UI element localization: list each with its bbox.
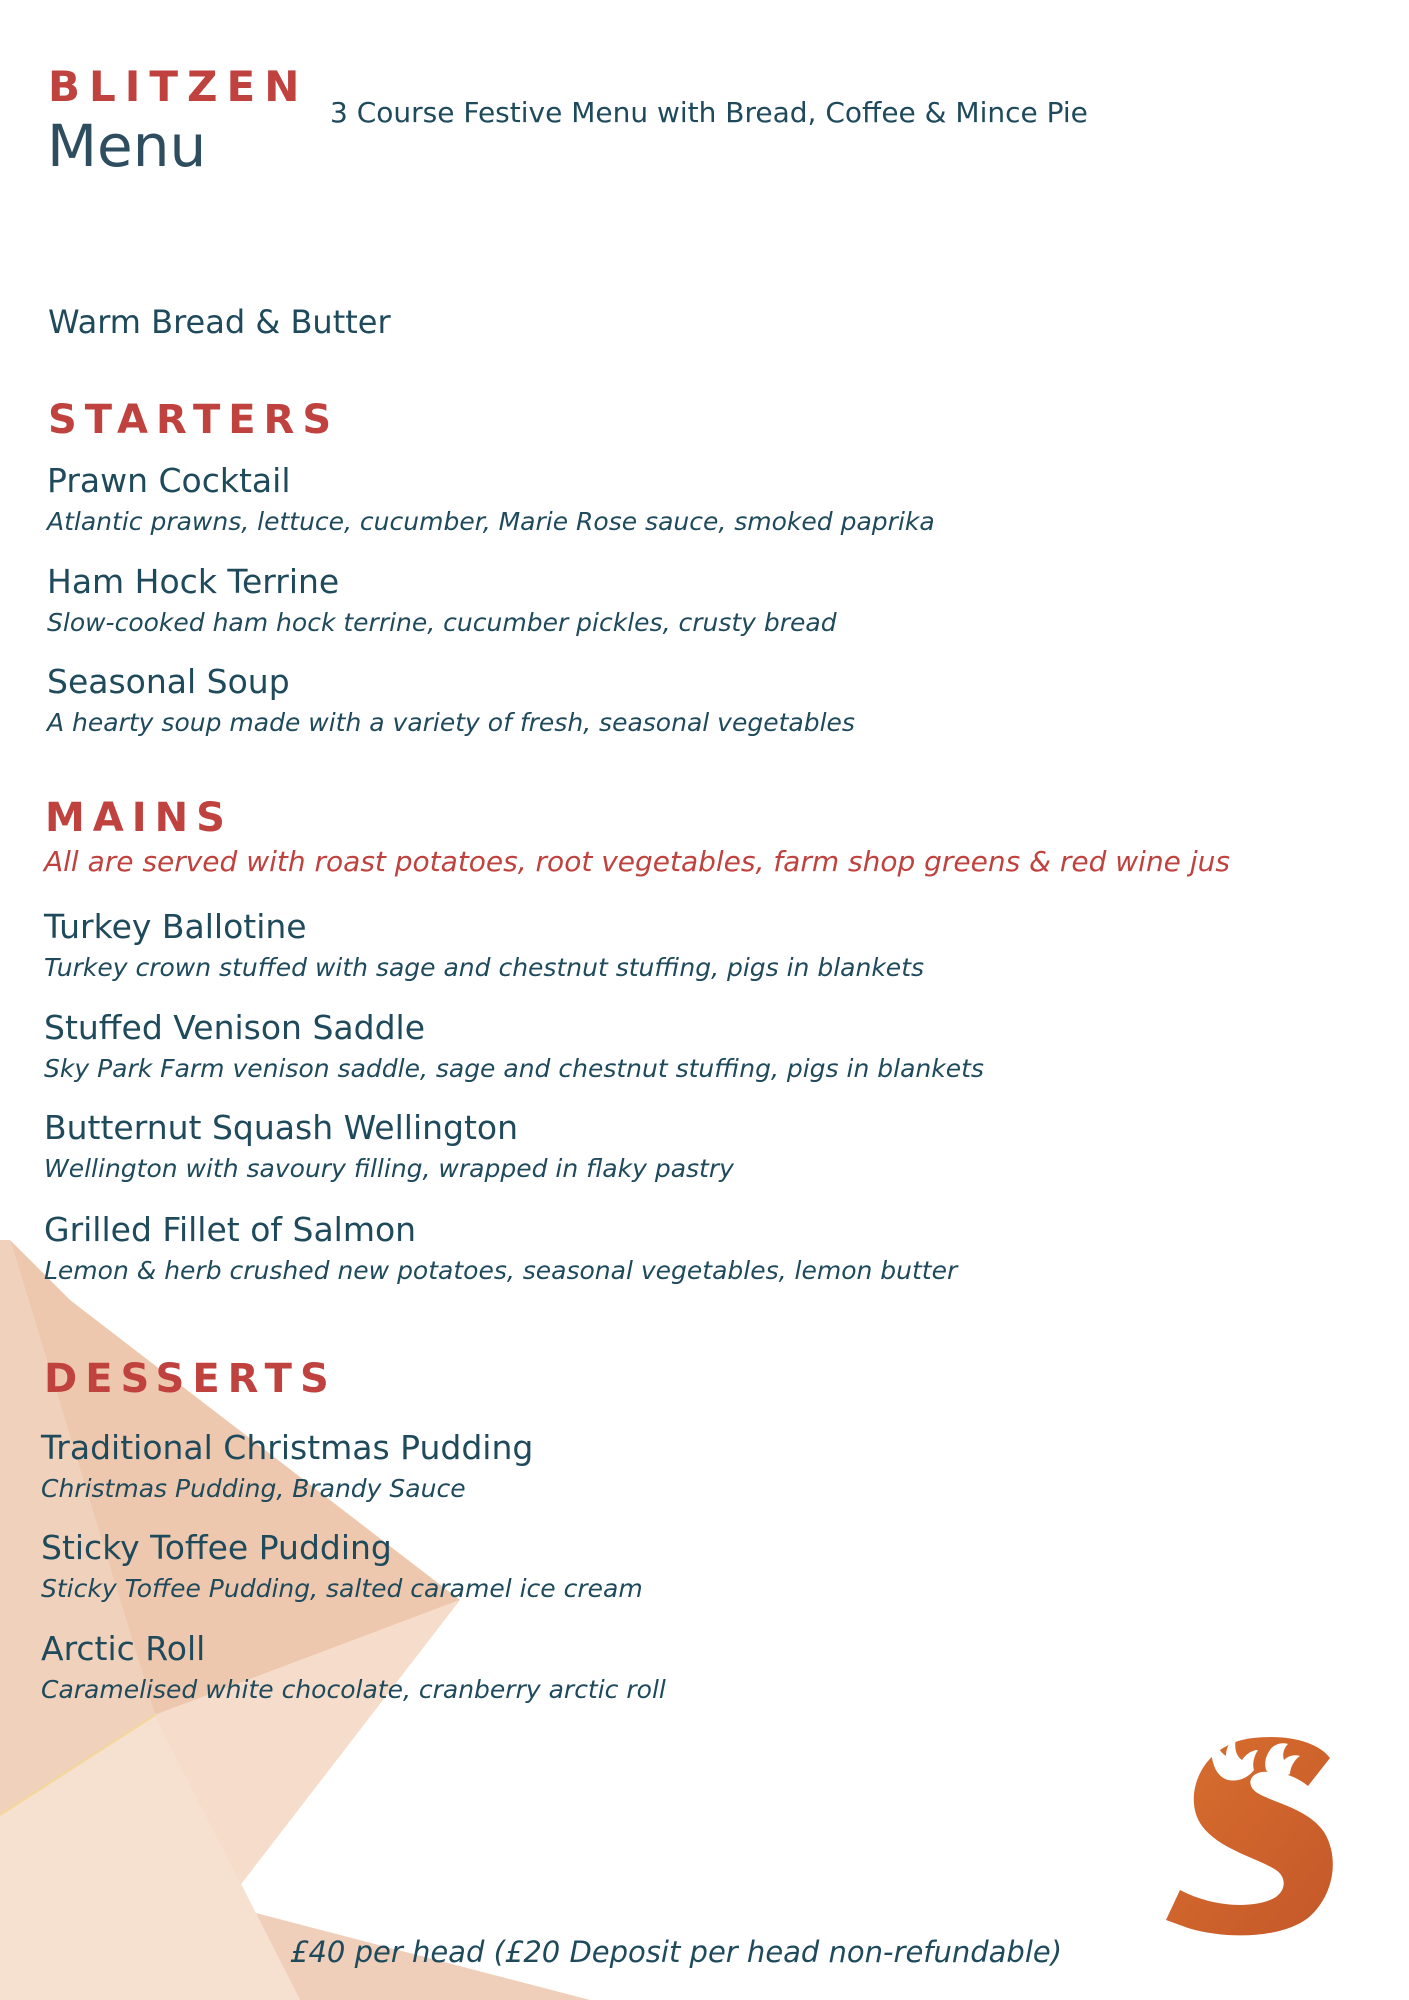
item-description: Caramelised white chocolate, cranberry arctic roll — [41, 1675, 666, 1704]
stag-s-logo-icon — [1158, 1728, 1338, 1938]
item-name: Turkey Ballotine — [44, 907, 307, 946]
main-item — [44, 1209, 957, 1291]
main-item — [44, 906, 924, 988]
item-description: Atlantic prawns, lettuce, cucumber, Marie Rose sauce, smoked paprika — [47, 507, 935, 536]
dessert-item — [41, 1527, 643, 1609]
main-item — [44, 1107, 734, 1189]
item-description: Wellington with savoury filling, wrapped in flaky pastry — [44, 1154, 734, 1183]
brand-name: BLITZEN — [48, 62, 309, 111]
item-description: Sky Park Farm venison saddle, sage and chestnut stuffing, pigs in blankets — [44, 1054, 984, 1083]
item-description: Christmas Pudding, Brandy Sauce — [41, 1474, 466, 1503]
desserts-heading: DESSERTS — [44, 1356, 337, 1402]
dessert-item — [41, 1427, 533, 1509]
item-name: Traditional Christmas Pudding — [41, 1428, 534, 1467]
dessert-item — [41, 1628, 666, 1710]
starter-item — [47, 460, 935, 542]
item-name: Arctic Roll — [41, 1629, 206, 1668]
item-name: Prawn Cocktail — [47, 461, 291, 500]
item-name: Butternut Squash Wellington — [44, 1108, 519, 1147]
item-description: Slow-cooked ham hock terrine, cucumber pickles, crusty bread — [47, 608, 837, 637]
item-description: Sticky Toffee Pudding, salted caramel ice cream — [41, 1574, 643, 1603]
item-name: Sticky Toffee Pudding — [41, 1528, 392, 1567]
item-description: Lemon & herb crushed new potatoes, seasonal vegetables, lemon butter — [44, 1256, 958, 1285]
item-description: A hearty soup made with a variety of fresh, seasonal vegetables — [47, 708, 855, 737]
starters-heading: STARTERS — [48, 397, 340, 443]
item-name: Grilled Fillet of Salmon — [44, 1210, 417, 1249]
main-item — [44, 1007, 984, 1089]
starter-item — [47, 561, 837, 643]
item-description: Turkey crown stuffed with sage and chestnut stuffing, pigs in blankets — [44, 953, 925, 982]
page-title: Menu — [47, 112, 207, 180]
bread-line: Warm Bread & Butter — [48, 303, 391, 341]
mains-heading: MAINS — [45, 795, 233, 841]
item-name: Seasonal Soup — [47, 662, 290, 701]
item-name: Ham Hock Terrine — [47, 562, 340, 601]
mains-note: All are served with roast potatoes, root vegetables, farm shop greens & red wine jus — [44, 845, 1230, 878]
item-name: Stuffed Venison Saddle — [44, 1008, 425, 1047]
price-footer: £40 per head (£20 Deposit per head non-refundable) — [290, 1935, 1063, 1969]
starter-item — [47, 661, 855, 743]
menu-subtitle: 3 Course Festive Menu with Bread, Coffee & Mince Pie — [330, 96, 1088, 129]
